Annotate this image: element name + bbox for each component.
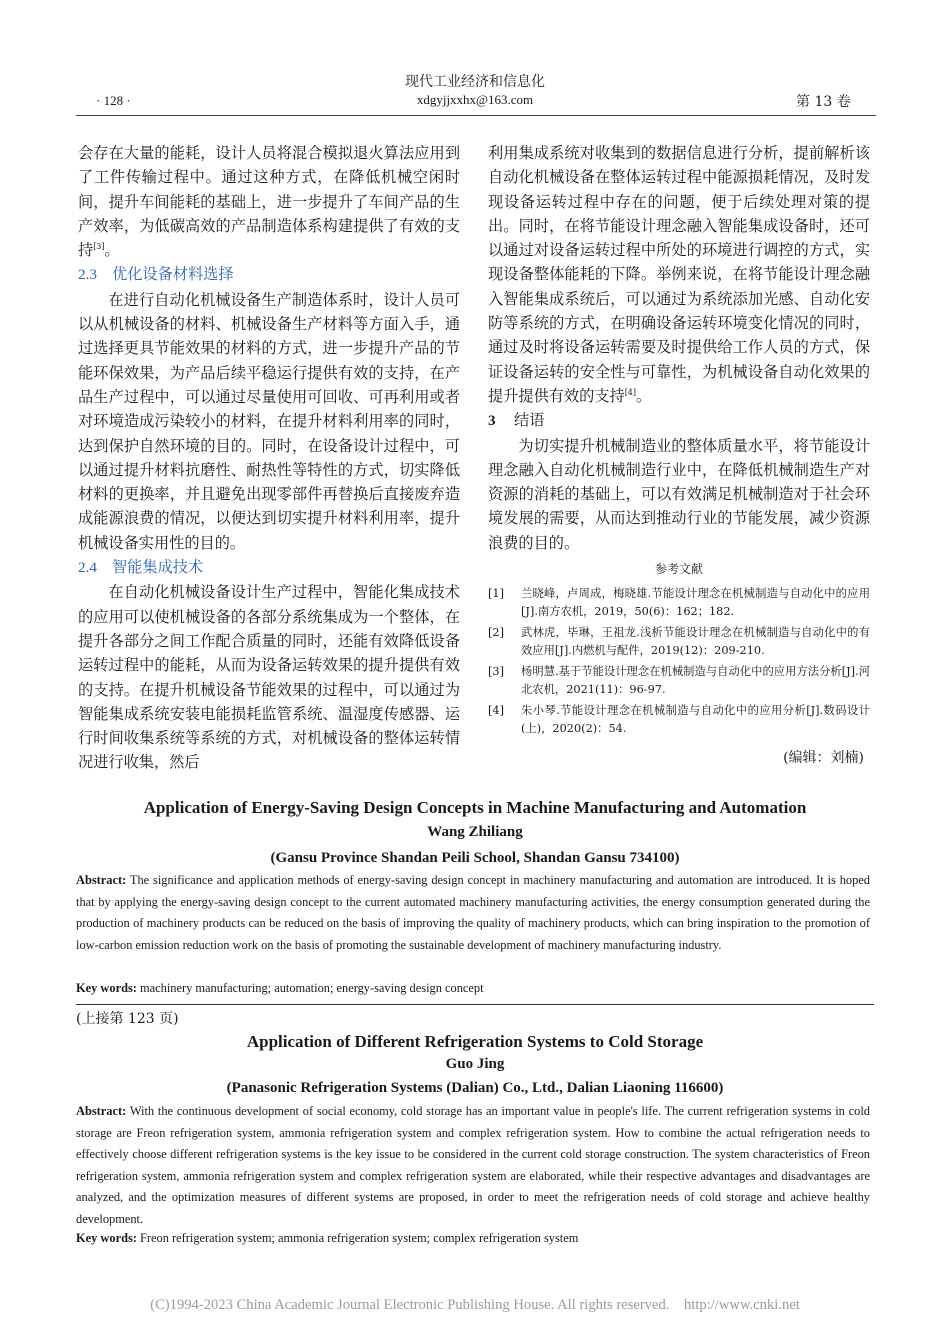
english-keywords-2: Key words: Freon refrigeration system; ammonia refrigeration system; complex refrigeration system (76, 1231, 579, 1245)
volume-label: 第 13 卷 (796, 94, 851, 110)
english-affiliation-2: (Panasonic Refrigeration Systems (Dalian) Co., Ltd., Dalian Liaoning 116600) (226, 1080, 724, 1096)
section-heading-2-4: 2.4 智能集成技术 (78, 558, 204, 577)
left-paragraph-1: 会存在大量的能耗，设计人员将混合模拟退火算法应用到了工件传输过程中。通过这种方式，在降低机械空闲时间，提升车间能耗的基础上，进一步提升了车间产品的生产效率，为低碳高效的产品制造体系构建提供了有效的支持[3]。 (78, 144, 460, 260)
english-title-2: Application of Different Refrigeration Systems to Cold Storage (246, 1032, 704, 1051)
references-title: 参考文献 (654, 562, 703, 577)
page-number: · 128 · (96, 93, 131, 108)
reference-list (488, 585, 870, 738)
reference-item: [1] 兰晓峰，卢周成，梅晓雄.节能设计理念在机械制造与自动化中的应用[J].南方农机，2019，50(6)：162；182. (488, 587, 870, 619)
english-author-1: Wang Zhiliang (427, 824, 523, 840)
citation: [3] (93, 242, 105, 252)
continued-note: (上接第 123 页) (76, 1011, 179, 1027)
section-heading-3: 3 结语 (488, 411, 545, 430)
left-paragraph-3: 在自动化机械设备设计生产过程中，智能化集成技术的应用可以使机械设备的各部分系统集成为一个整体，在提升各部分之间工作配合质量的同时，还能有效降低设备运转过程中的能耗，从而为设备运转效果的提升提供有效的支持。在提升机械设备节能效果的过程中，可以通过为智能集成系统安装电能损耗监管系统、温湿度传感器、运行时间收集系统等系统的方式，对机械设备的整体运转情况进行收集，然后 (78, 583, 460, 772)
left-column (78, 141, 460, 775)
editor-note: (编辑：刘楠) (783, 750, 864, 767)
right-paragraph-1: 利用集成系统对收集到的数据信息进行分析，提前解析该自动化机械设备在整体运转过程中能源损耗情况，及时发现设备运转过程中存在的问题，便于后续处理对策的提出。同时，在将节能设计理念融入智能集成设备时，还可以通过对设备运转过程中所处的环境进行调控的方式，实现设备整体能耗的下降。举例来说，在将节能设计理念融入智能集成系统后，可以通过为系统添加光感、自动化安防等系统的方式，在明确设备运转环境变化情况的同时，通过及时将设备运转需要及时提供给工作人员的方式，保证设备运转的安全性与可靠性，为机械设备自动化效果的提升提供有效的支持[4]。 (488, 144, 870, 405)
abstract-divider (76, 1004, 874, 1005)
citation: [4] (624, 387, 637, 397)
header-divider (76, 115, 876, 116)
reference-item: [3] 杨明慧.基于节能设计理念在机械制造与自动化中的应用方法分析[J].河北农机，2021(11)：96-97. (488, 665, 870, 697)
section-heading-2-3: 2.3 优化设备材料选择 (78, 265, 234, 284)
right-column (488, 141, 870, 771)
right-paragraph-2: 为切实提升机械制造业的整体质量水平，将节能设计理念融入自动化机械制造行业中，在降低机械制造生产对资源的消耗的基础上，可以有效满足机械制造对于社会环境发展的需要，从而达到推动行业的节能发展，减少资源浪费的目的。 (488, 436, 870, 552)
copyright-footer: (C)1994-2023 China Academic Journal Electronic Publishing House. All rights reserved. http://www.cnki.net (150, 1297, 800, 1313)
english-abstract-1: Abstract: The significance and application methods of energy-saving design concept in machinery manufacturing and automation are introduced. It is hoped that by applying the energy-saving design concept to the current automated machinery manufacturing activities, the energy consumption generated during the production of machinery products can be reduced on the basis of improving the quality of machinery products, which can bring inspiration to the promotion of low-carbon emission reduction work on the basis of promoting the sustainable development of machinery manufacturing industry. (76, 873, 870, 952)
journal-email: xdgyjjxxhx@163.com (416, 92, 534, 107)
english-title-1: Application of Energy-Saving Design Concepts in Machine Manufacturing and Automation (143, 798, 807, 817)
english-affiliation-1: (Gansu Province Shandan Peili School, Shandan Gansu 734100) (270, 850, 680, 866)
reference-item: [4] 朱小琴.节能设计理念在机械制造与自动化中的应用分析[J].数码设计(上)，2020(2)：54. (488, 704, 870, 736)
english-keywords-1: Key words: machinery manufacturing; automation; energy-saving design concept (76, 981, 484, 995)
english-abstract-2: Abstract: With the continuous development of social economy, cold storage has an important value in people's life. The current refrigeration systems in cold storage are Freon refrigeration system, ammonia refrigeration system and complex refrigeration system. How to combine the actual refrigeration needs to effectively choose different refrigeration systems is the key issue to be considered in the current cold storage construction. The system characteristics of Freon refrigeration system, ammonia refrigeration system and complex refrigeration system are elaborated, while their respective advantages and disadvantages are analyzed, and the optimization measures of different systems are proposed, in order to meet the refrigeration needs of cold storage and achieve healthy development. (76, 1104, 871, 1226)
journal-title: 现代工业经济和信息化 (405, 74, 545, 90)
reference-item: [2] 武林虎，毕琳，王祖龙.浅析节能设计理念在机械制造与自动化中的有效应用[J].内燃机与配件，2019(12)：209-210. (488, 626, 870, 658)
english-author-2: Guo Jing (445, 1056, 505, 1072)
left-paragraph-2: 在进行自动化机械设备生产制造体系时，设计人员可以从机械设备的材料、机械设备生产材料等方面入手，通过选择更具节能效果的材料的方式，进一步提升产品的节能环保效果，为产品后续平稳运行提供有效的支持，在产品生产过程中，可以通过尽量使用可回收、可再利用或者对环境造成污染较小的材料，在提升材料利用率的同时，达到保护自然环境的目的。同时，在设备设计过程中，可以通过提升材料抗磨性、耐热性等特性的方式，切实降低材料的更换率，并且避免出现零部件再替换后直接废弃造成能源浪费的情况，以便达到切实提升材料利用率，提升机械设备实用性的目的。 (78, 290, 460, 552)
